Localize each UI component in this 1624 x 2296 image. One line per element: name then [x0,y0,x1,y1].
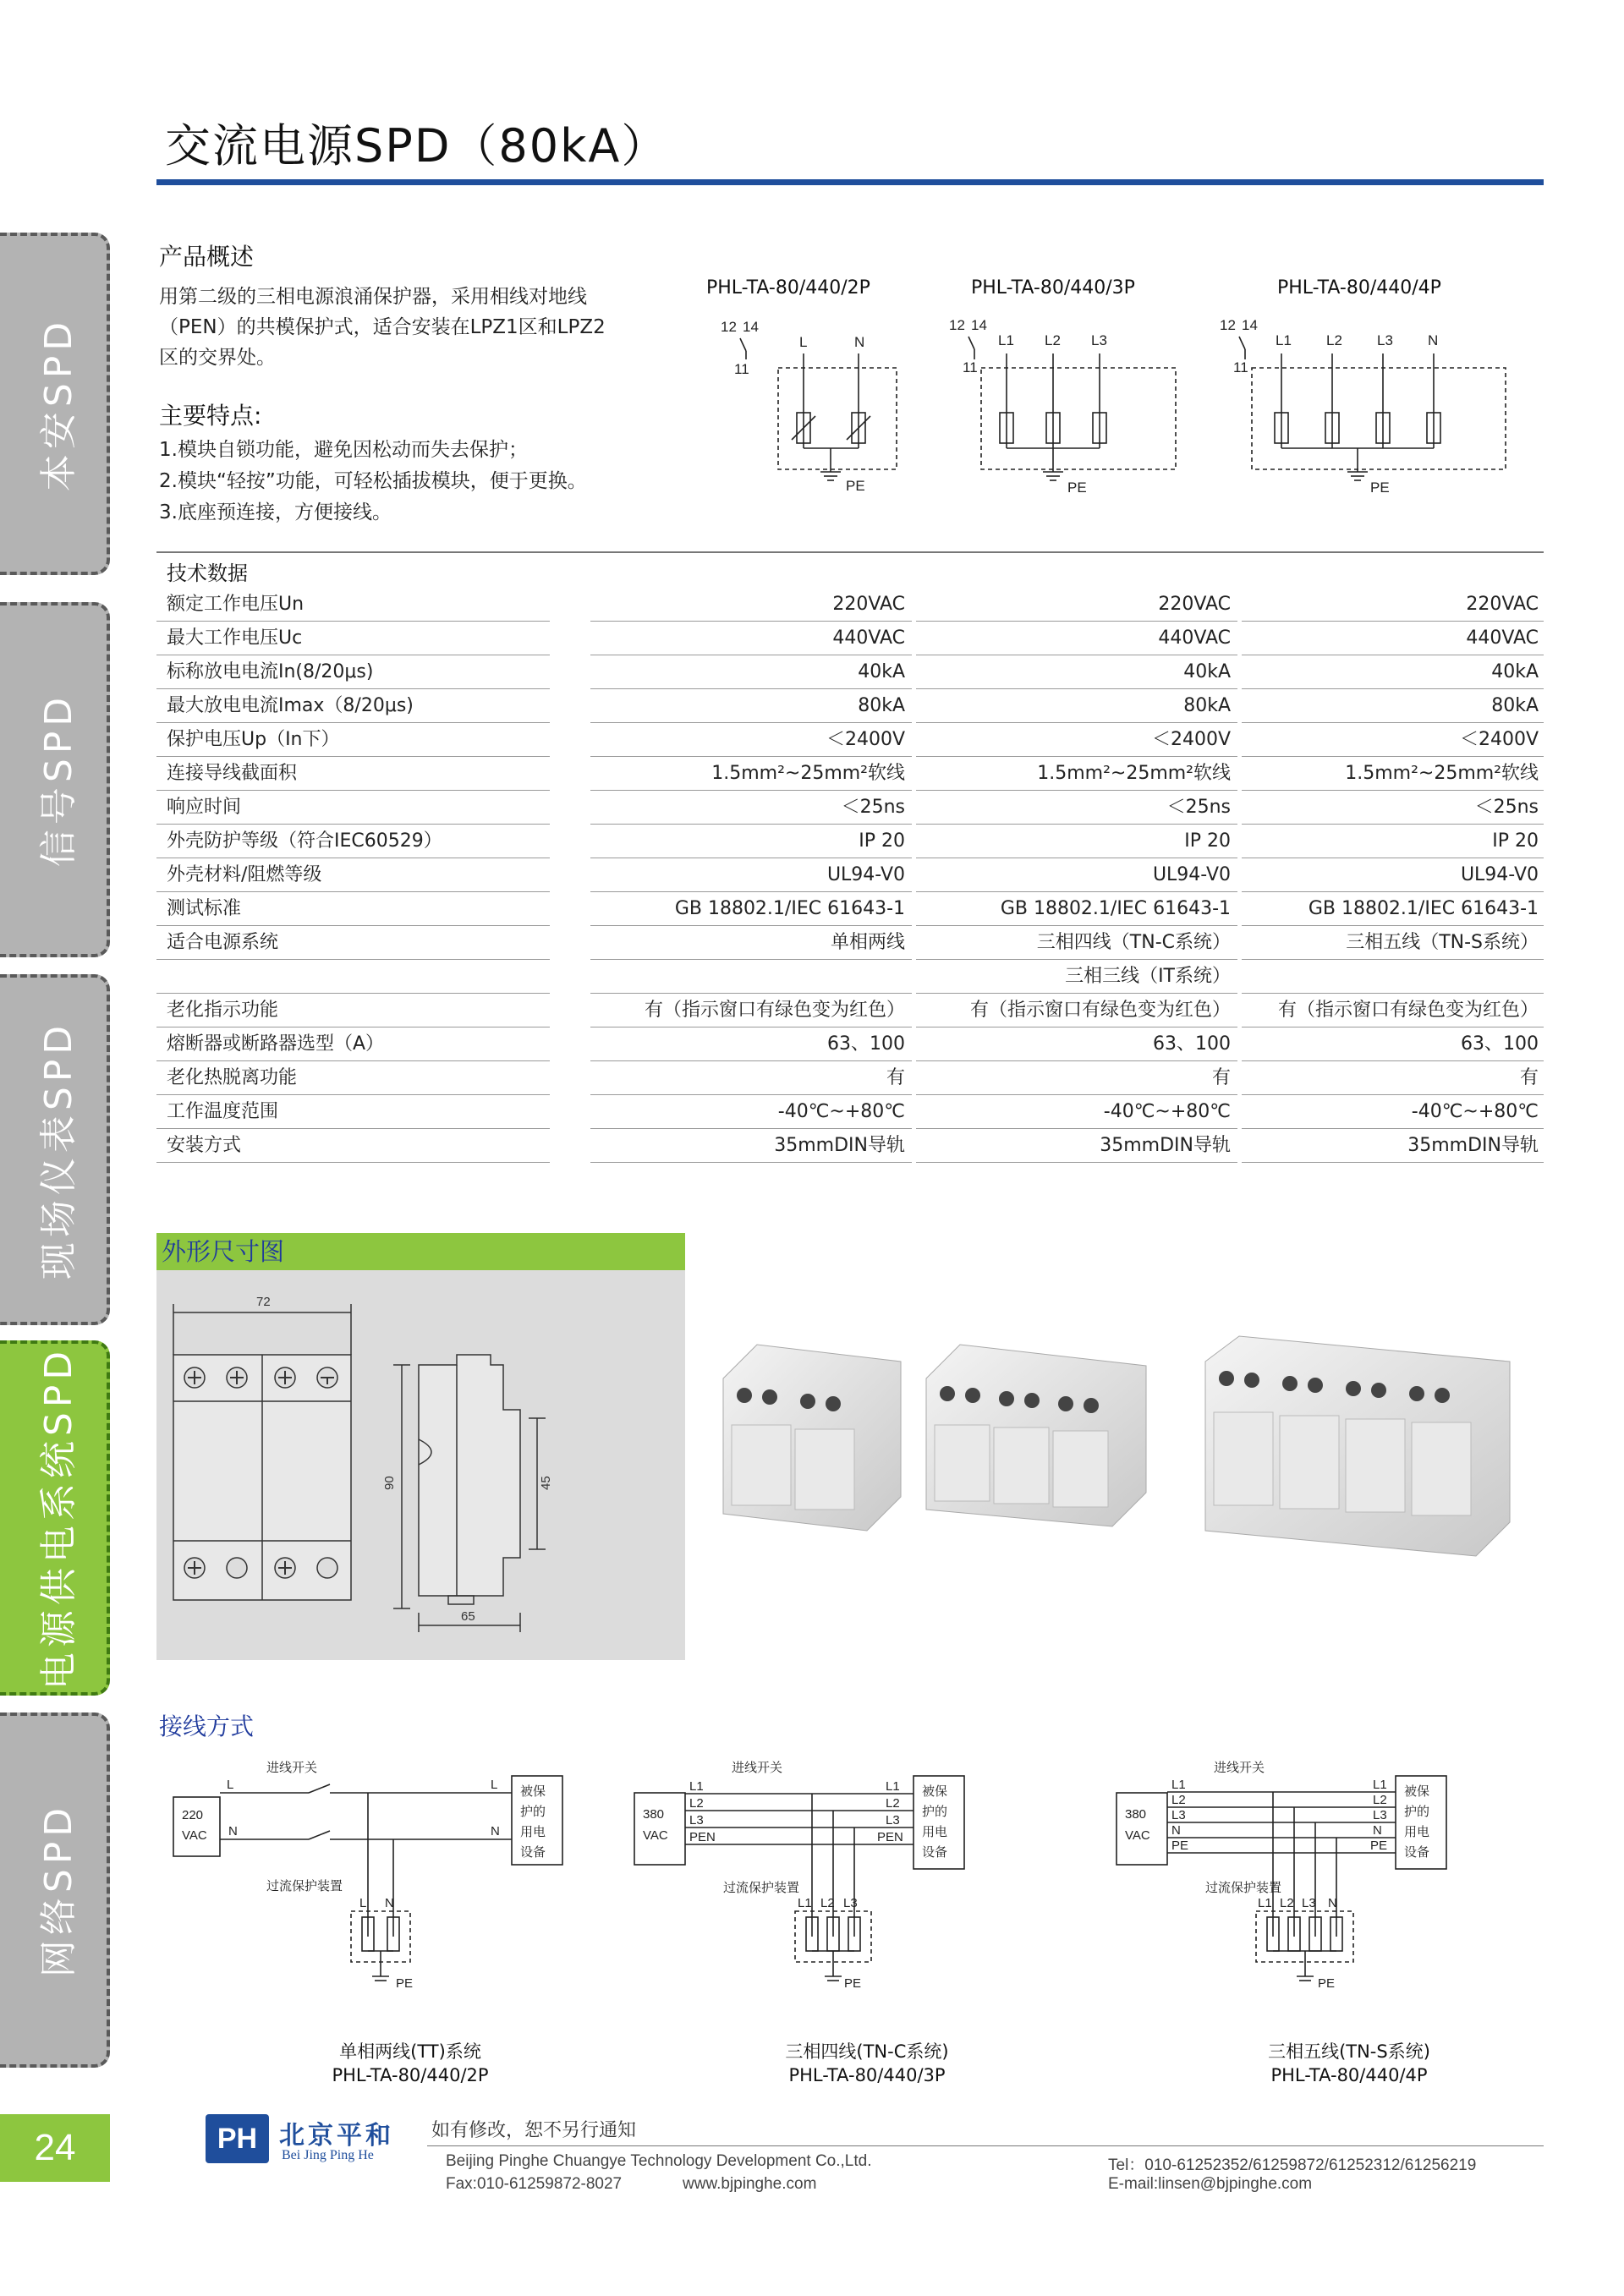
svg-text:用电: 用电 [1404,1825,1430,1839]
svg-text:L: L [491,1778,498,1792]
row-value: UL94-V0 [916,858,1237,892]
svg-text:L2: L2 [1373,1793,1387,1807]
row-value: 有 [590,1061,912,1095]
table-row [156,1061,1544,1095]
svg-text:L1: L1 [1373,1778,1387,1792]
overview-line: 区的交界处。 [159,347,276,369]
row-label: 适合电源系统 [156,926,550,960]
product-photo-4p [1205,1336,1510,1556]
table-row [156,960,1544,994]
svg-text:被保: 被保 [922,1784,948,1799]
row-value [590,960,912,994]
row-label: 最大放电电流Imax（8/20μs) [156,689,550,723]
row-value: UL94-V0 [1242,858,1544,892]
table-row [156,926,1544,960]
side-tab-label: 网络SPD [37,1802,80,1978]
svg-text:L1: L1 [1171,1778,1186,1792]
row-label: 熔断器或断路器选型（A） [156,1027,550,1061]
row-label: 标称放电电流In(8/20μs) [156,655,550,689]
wiring-diagram-4p [1116,1761,1446,1991]
wiring-caption-3p: 三相四线(TN-C系统) [785,2041,949,2062]
row-value: GB 18802.1/IEC 61643-1 [916,892,1237,926]
contact-label: 12 [721,319,737,335]
svg-text:进线开关: 进线开关 [1214,1761,1265,1775]
svg-text:用电: 用电 [520,1825,546,1839]
row-value: ＜2400V [1242,723,1544,757]
row-value: 有（指示窗口有绿色变为红色） [1242,994,1544,1027]
row-value: 单相两线 [590,926,912,960]
svg-text:N: N [1171,1823,1181,1838]
dimension-drawing [156,1270,685,1659]
row-value: 40kA [916,655,1237,689]
tech-table-heading: 技术数据 [167,562,248,585]
row-value: 80kA [1242,689,1544,723]
row-label: 安装方式 [156,1129,550,1163]
pe-label: PE [1370,479,1390,496]
svg-text:设备: 设备 [1404,1845,1430,1860]
svg-text:PE: PE [1171,1838,1189,1853]
row-value: 40kA [1242,655,1544,689]
product-photo-3p [926,1345,1146,1526]
svg-text:L3: L3 [843,1896,858,1910]
svg-text:N: N [385,1896,394,1910]
wiring-heading: 接线方式 [159,1712,255,1740]
side-tab-field-instrument-spd[interactable] [0,974,110,1325]
contact-label: 14 [743,319,759,335]
row-value: ＜25ns [916,791,1237,825]
svg-text:N: N [228,1824,238,1838]
company-tel: Tel：010-61252352/61259872/61252312/61256219 [1108,2156,1477,2174]
side-tab-power-supply-spd[interactable] [0,1340,110,1696]
svg-text:N: N [491,1824,500,1838]
wiring-diagram-3p [634,1761,964,1991]
svg-text:L1: L1 [1258,1896,1272,1910]
table-row [156,588,1544,622]
side-tab-label: 现场仪表SPD [37,1020,80,1280]
svg-text:护的: 护的 [922,1805,948,1819]
row-value: ＜25ns [1242,791,1544,825]
row-value: 有 [1242,1061,1544,1095]
wiring-model-2p: PHL-TA-80/440/2P [332,2065,489,2085]
row-label: 最大工作电压Uc [156,622,550,655]
table-row [156,994,1544,1027]
row-value: 有 [916,1061,1237,1095]
title-divider [156,179,1544,185]
overview-heading: 产品概述 [159,243,255,271]
row-value: IP 20 [1242,825,1544,858]
row-value: 220VAC [590,588,912,622]
table-row [156,1095,1544,1129]
row-value: 三相五线（TN-S系统） [1242,926,1544,960]
row-value: -40℃~+80℃ [590,1095,912,1129]
schematic-2p [721,319,897,494]
row-value: 1.5mm²~25mm²软线 [1242,757,1544,791]
table-row [156,858,1544,892]
svg-text:L3: L3 [1373,1808,1387,1822]
terminal-label: L1 [1276,332,1292,348]
wiring-model-4p: PHL-TA-80/440/4P [1270,2065,1428,2085]
svg-text:用电: 用电 [922,1825,948,1839]
row-value: 1.5mm²~25mm²软线 [916,757,1237,791]
row-value: 三相四线（TN-C系统） [916,926,1237,960]
company-fax: Fax:010-61259872-8027 [446,2175,623,2193]
table-top-rule [156,551,1544,553]
side-tab-label: 信号SPD [37,692,80,868]
row-value: GB 18802.1/IEC 61643-1 [1242,892,1544,926]
company-logo-cn: 北京平和 [279,2121,394,2151]
side-tab-label: 本安SPD [37,316,80,491]
table-row [156,825,1544,858]
model-title-3p: PHL-TA-80/440/3P [971,277,1135,299]
svg-text:L3: L3 [689,1813,704,1827]
svg-text:过流保护装置: 过流保护装置 [723,1881,800,1895]
svg-text:VAC: VAC [1125,1828,1150,1843]
svg-text:L2: L2 [820,1896,835,1910]
row-value: 440VAC [1242,622,1544,655]
model-title-2p: PHL-TA-80/440/2P [706,277,870,299]
contact-label: 14 [971,317,987,333]
row-label [156,960,550,994]
svg-text:L3: L3 [1302,1896,1316,1910]
features-heading: 主要特点: [159,402,262,430]
svg-text:L3: L3 [1171,1808,1186,1822]
row-value: 1.5mm²~25mm²软线 [590,757,912,791]
svg-text:N: N [1373,1823,1382,1838]
svg-text:380: 380 [1125,1807,1147,1822]
row-value: 40kA [590,655,912,689]
svg-text:L1: L1 [689,1779,704,1794]
product-photos [706,1328,1544,1607]
row-value: -40℃~+80℃ [1242,1095,1544,1129]
svg-text:380: 380 [643,1807,665,1822]
wiring-caption-4p: 三相五线(TN-S系统) [1268,2041,1430,2062]
table-row [156,723,1544,757]
svg-text:过流保护装置: 过流保护装置 [266,1879,343,1893]
pe-label: PE [846,478,865,494]
svg-text:N: N [1328,1896,1337,1910]
row-label: 额定工作电压Un [156,588,550,622]
footer-rule [427,2145,1544,2146]
svg-text:VAC: VAC [643,1828,668,1843]
row-label: 测试标准 [156,892,550,926]
svg-text:L1: L1 [798,1896,812,1910]
feature-item: 3.底座预连接，方便接线。 [159,501,392,523]
contact-label: 12 [1220,317,1236,333]
features-list [159,435,700,529]
row-value: IP 20 [916,825,1237,858]
feature-item: 1.模块自锁功能，避免因松动而失去保护； [159,439,528,461]
row-value: 63、100 [590,1027,912,1061]
wiring-caption-2p: 单相两线(TT)系统 [339,2041,481,2062]
svg-text:进线开关: 进线开关 [732,1761,783,1775]
svg-text:被保: 被保 [1404,1784,1430,1799]
terminal-label: L3 [1091,332,1107,348]
company-logo-en: Bei Jing Ping He [282,2148,374,2162]
row-label: 外壳材料/阻燃等级 [156,858,550,892]
page-title: 交流电源SPD（80kA） [165,119,669,173]
row-value [1242,960,1544,994]
row-value: 220VAC [916,588,1237,622]
dim-width-label: 72 [256,1295,271,1309]
svg-text:PEN: PEN [877,1830,903,1844]
table-row [156,689,1544,723]
svg-text:PE: PE [1318,1976,1336,1991]
svg-text:PE: PE [396,1976,414,1991]
table-row [156,757,1544,791]
row-value: ＜2400V [916,723,1237,757]
row-label: 老化热脱离功能 [156,1061,550,1095]
svg-text:护的: 护的 [520,1805,546,1819]
terminal-label: L2 [1326,332,1342,348]
svg-text:L2: L2 [886,1796,900,1811]
side-tab-intrinsic-spd[interactable] [0,233,110,575]
row-value: 35mmDIN导轨 [1242,1129,1544,1163]
wiring-diagram-2p [173,1761,562,1991]
svg-text:L3: L3 [886,1813,900,1827]
company-name: Beijing Pinghe Chuangye Technology Development Co.,Ltd. [446,2152,872,2170]
feature-item: 2.模块“轻按”功能，可轻松插拔模块，便于更换。 [159,470,587,492]
side-tab-signal-spd[interactable] [0,602,110,957]
product-photo-2p [723,1345,901,1531]
side-tab-network-spd[interactable] [0,1712,110,2068]
svg-text:220: 220 [182,1808,204,1822]
contact-label: 12 [949,317,965,333]
contact-label: 14 [1242,317,1258,333]
row-label: 老化指示功能 [156,994,550,1027]
svg-text:护的: 护的 [1404,1805,1430,1819]
table-row [156,791,1544,825]
svg-text:设备: 设备 [520,1845,546,1860]
terminal-label: L1 [998,332,1014,348]
svg-text:L: L [359,1896,367,1910]
table-row [156,1027,1544,1061]
row-value: 35mmDIN导轨 [916,1129,1237,1163]
notice-text: 如有修改，恕不另行通知 [431,2120,637,2141]
table-row [156,655,1544,689]
row-value: 三相三线（IT系统） [916,960,1237,994]
row-label: 外壳防护等级（符合IEC60529） [156,825,550,858]
table-row [156,892,1544,926]
svg-text:PE: PE [1370,1838,1388,1853]
row-value: ＜2400V [590,723,912,757]
svg-text:PE: PE [844,1976,862,1991]
row-value: 有（指示窗口有绿色变为红色） [916,994,1237,1027]
wiring-diagrams [156,1755,1544,2034]
page-number: 24 [0,2114,110,2182]
schematic-4p [1220,317,1506,496]
row-value: 80kA [590,689,912,723]
row-value: UL94-V0 [590,858,912,892]
terminal-label: N [1428,332,1439,348]
svg-text:VAC: VAC [182,1828,207,1843]
terminal-label: L2 [1045,332,1061,348]
company-logo-mark: PH [206,2114,269,2163]
row-label: 保护电压Up（In下） [156,723,550,757]
svg-text:L1: L1 [886,1779,900,1794]
row-value: GB 18802.1/IEC 61643-1 [590,892,912,926]
svg-text:L2: L2 [689,1796,704,1811]
row-value: IP 20 [590,825,912,858]
row-value: 63、100 [916,1027,1237,1061]
row-value: ＜25ns [590,791,912,825]
svg-text:L2: L2 [1171,1793,1186,1807]
dim-mid-label: 45 [539,1476,553,1490]
pe-label: PE [1067,479,1087,496]
row-label: 连接导线截面积 [156,757,550,791]
schematic-3p [949,317,1176,496]
company-website[interactable]: www.bjpinghe.com [683,2175,817,2193]
contact-label: 11 [734,361,749,377]
dimension-heading: 外形尺寸图 [156,1233,685,1270]
model-schematics [702,313,1548,507]
wiring-model-3p: PHL-TA-80/440/3P [788,2065,946,2085]
svg-text:PEN: PEN [689,1830,716,1844]
svg-text:过流保护装置: 过流保护装置 [1205,1881,1282,1895]
contact-label: 11 [1233,359,1248,375]
dim-height-label: 90 [382,1476,397,1490]
terminal-label: N [854,334,865,350]
model-title-4p: PHL-TA-80/440/4P [1277,277,1441,299]
contact-label: 11 [963,359,978,375]
overview-line: （PEN）的共模保护式，适合安装在LPZ1区和LPZ2 [159,316,606,338]
row-value: 220VAC [1242,588,1544,622]
row-value: 35mmDIN导轨 [590,1129,912,1163]
row-label: 工作温度范围 [156,1095,550,1129]
row-value: 有（指示窗口有绿色变为红色） [590,994,912,1027]
svg-text:L2: L2 [1280,1896,1294,1910]
switch-label: 进线开关 [266,1761,318,1775]
row-label: 响应时间 [156,791,550,825]
svg-text:L: L [227,1778,234,1792]
terminal-label: L3 [1377,332,1393,348]
row-value: 440VAC [590,622,912,655]
terminal-label: L [799,334,808,350]
row-value: 440VAC [916,622,1237,655]
dim-depth-label: 65 [461,1609,475,1624]
company-email[interactable]: E-mail:linsen@bjpinghe.com [1108,2175,1313,2193]
overview-text [159,282,667,373]
side-tab-label: 电源供电系统SPD [37,1345,80,1690]
svg-text:设备: 设备 [922,1845,948,1860]
row-value: 80kA [916,689,1237,723]
svg-text:被保: 被保 [520,1784,546,1799]
table-row [156,622,1544,655]
overview-line: 用第二级的三相电源浪涌保护器，采用相线对地线 [159,286,587,308]
row-value: -40℃~+80℃ [916,1095,1237,1129]
row-value: 63、100 [1242,1027,1544,1061]
table-row [156,1129,1544,1163]
